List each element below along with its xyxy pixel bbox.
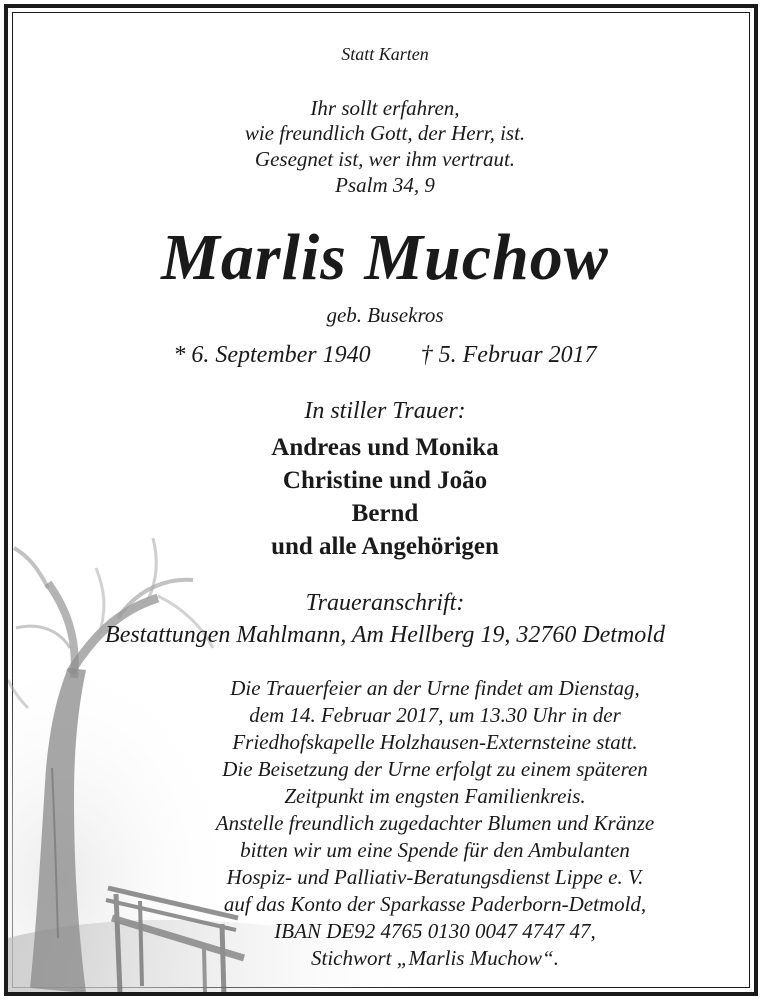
obituary-frame — [4, 4, 758, 996]
psalm-reference: Psalm 34, 9 — [335, 173, 435, 197]
iban-line: IBAN DE92 4765 0130 0047 4747 47, — [274, 919, 596, 943]
keyword-line: Stichwort „Marlis Muchow“. — [311, 946, 559, 970]
psalm-line-3: Gesegnet ist, wer ihm vertraut. — [254, 147, 516, 171]
mourner-line: Andreas und Monika — [271, 434, 499, 461]
details-line: Friedhofskapelle Holzhausen-Externsteine statt. — [232, 730, 638, 754]
intro-text: Statt Karten — [341, 44, 429, 64]
details-line: bitten wir um eine Spende für den Ambulanten — [240, 838, 630, 862]
mourning-heading: In stiller Trauer: — [304, 398, 466, 424]
life-dates — [8, 342, 758, 369]
address-heading: Traueranschrift: — [305, 590, 465, 616]
mourner-line: und alle Angehörigen — [271, 533, 499, 560]
details-line: auf das Konto der Sparkasse Paderborn-Detmold, — [223, 892, 647, 916]
details-line: Anstelle freundlich zugedachter Blumen und Kränze — [215, 811, 655, 835]
details-line: Die Trauerfeier an der Urne findet am Dienstag, — [230, 676, 640, 700]
details-line: Zeitpunkt im engsten Familienkreis. — [284, 784, 586, 808]
details-line: Hospiz- und Palliativ-Beratungsdienst Lippe e. V. — [226, 865, 644, 889]
birth-date: * 6. September 1940 — [173, 342, 371, 368]
deceased-name: Marlis Muchow — [161, 221, 609, 294]
death-date: † 5. Februar 2017 — [420, 342, 597, 368]
address-text: Bestattungen Mahlmann, Am Hellberg 19, 32760 Detmold — [105, 622, 665, 648]
mourner-line: Bernd — [351, 500, 419, 527]
mourner-line: Christine und João — [282, 467, 488, 494]
details-line: dem 14. Februar 2017, um 13.30 Uhr in der — [249, 703, 621, 727]
maiden-name: geb. Busekros — [326, 303, 444, 327]
details-line: Die Beisetzung der Urne erfolgt zu einem späteren — [222, 757, 648, 781]
psalm-line-1: Ihr sollt erfahren, — [310, 96, 460, 120]
psalm-line-2: wie freundlich Gott, der Herr, ist. — [244, 121, 526, 145]
